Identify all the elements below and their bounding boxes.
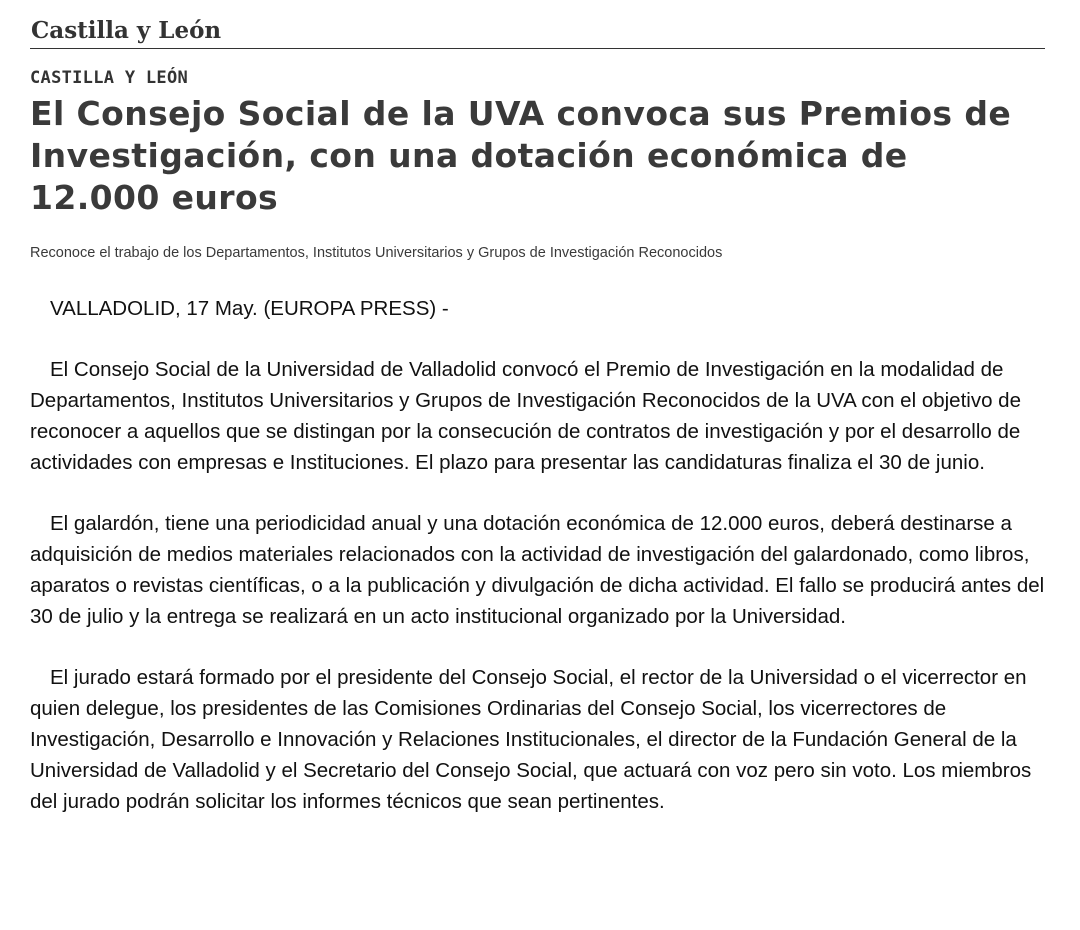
news-clipping (30, 14, 1045, 817)
article-kicker: CASTILLA Y LEÓN (30, 68, 189, 88)
article-dateline: VALLADOLID, 17 May. (EUROPA PRESS) - (50, 297, 449, 320)
article-paragraph-3: El jurado estará formado por el presidente del Consejo Social, el rector de la Universidad o el vicerrector en quien delegue, los presidentes de las Comisiones Ordinarias del Consejo Social, los vicerrectores de Investigación, Desarrollo e Innovación y Relaciones Institucionales, el director de la Fundación General de la Universidad de Valladolid y el Secretario del Consejo Social, que actuará con voz pero sin voto. Los miembros del jurado podrán solicitar los informes técnicos que sean pertinentes. (30, 666, 1032, 813)
section-divider (30, 48, 1045, 49)
article-subheadline: Reconoce el trabajo de los Departamentos, Institutos Universitarios y Grupos de Investigación Reconocidos (30, 245, 723, 261)
article-paragraph-1: El Consejo Social de la Universidad de Valladolid convocó el Premio de Investigación en la modalidad de Departamentos, Institutos Universitarios y Grupos de Investigación Reconocidos de la UVA con el objetivo de reconocer a aquellos que se distingan por la consecución de contratos de investigación y por el desarrollo de actividades con empresas e Instituciones. El plazo para presentar las candidaturas finaliza el 30 de junio. (30, 358, 1021, 474)
article-headline: El Consejo Social de la UVA convoca sus Premios de Investigación, con una dotación económica de 12.000 euros (30, 94, 1012, 217)
article-paragraph-2: El galardón, tiene una periodicidad anual y una dotación económica de 12.000 euros, deberá destinarse a adquisición de medios materiales relacionados con la actividad de investigación del galardonado, como libros, aparatos o revistas científicas, o a la publicación y divulgación de dicha actividad. El fallo se producirá antes del 30 de julio y la entrega se realizará en un acto institucional organizado por la Universidad. (30, 512, 1045, 628)
section-header: Castilla y León (31, 17, 222, 44)
